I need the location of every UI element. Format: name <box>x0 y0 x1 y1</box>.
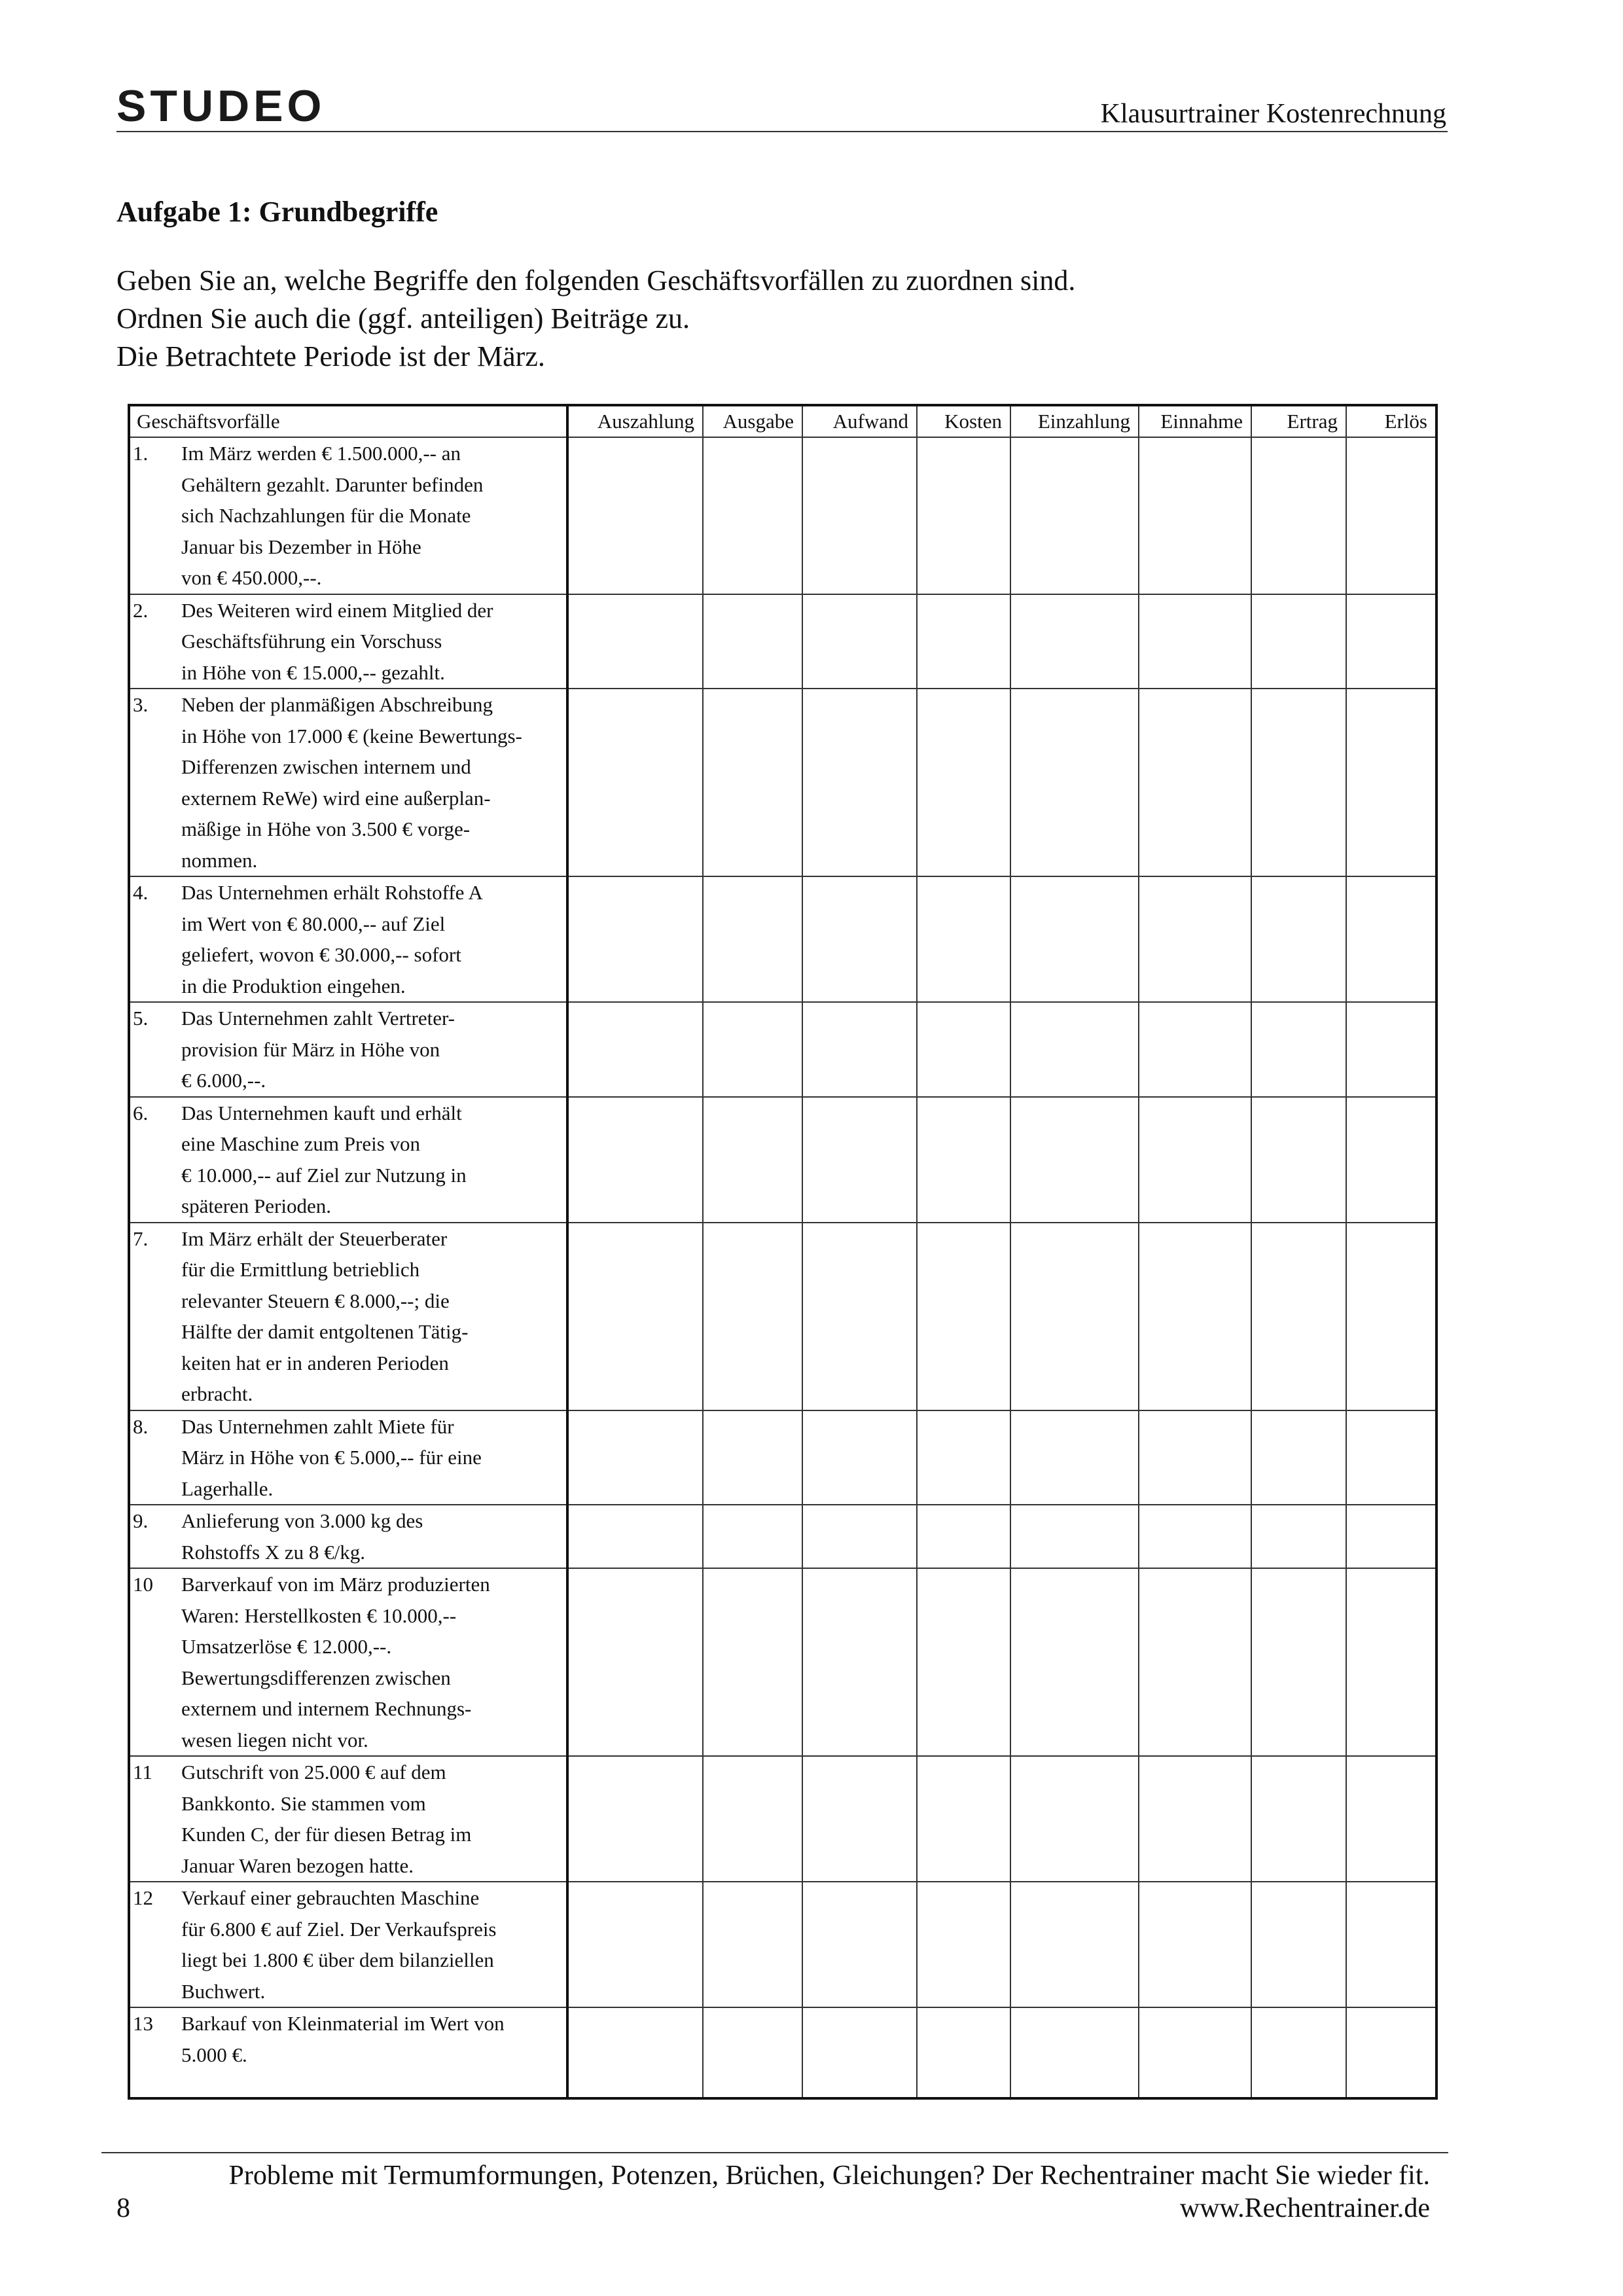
answer-cell[interactable] <box>567 1756 703 1882</box>
column-header-geschaeftsvorfaelle: Geschäftsvorfälle <box>129 405 567 437</box>
table-row <box>129 1756 1436 1882</box>
transaction-number: 12 <box>133 1886 153 1909</box>
answer-cell[interactable] <box>1010 689 1139 876</box>
answer-cell[interactable] <box>802 1505 917 1568</box>
answer-cell[interactable] <box>917 594 1010 689</box>
answer-cell[interactable] <box>802 1756 917 1882</box>
answer-cell[interactable] <box>917 1568 1010 1756</box>
transaction-text-line: von € 450.000,--. <box>181 566 322 589</box>
answer-cell[interactable] <box>567 1410 703 1505</box>
answer-cell[interactable] <box>1346 1882 1436 2007</box>
table-row <box>129 1002 1436 1097</box>
transaction-text-line: Geschäftsführung ein Vorschuss <box>181 630 442 653</box>
transaction-text-line: Das Unternehmen erhält Rohstoffe A <box>181 881 483 904</box>
transaction-text-line: Im März werden € 1.500.000,-- an <box>181 442 461 465</box>
answer-cell[interactable] <box>917 1882 1010 2007</box>
answer-cell[interactable] <box>703 1568 802 1756</box>
column-header-auszahlung: Auszahlung <box>567 405 703 437</box>
answer-cell[interactable] <box>917 2007 1010 2098</box>
transaction-description-cell <box>129 1097 567 1223</box>
transaction-number: 7. <box>133 1227 149 1250</box>
answer-cell[interactable] <box>1010 1097 1139 1223</box>
answer-cell[interactable] <box>802 876 917 1002</box>
answer-cell[interactable] <box>1346 1097 1436 1223</box>
answer-cell[interactable] <box>1346 1002 1436 1097</box>
answer-cell[interactable] <box>1251 1002 1346 1097</box>
answer-cell[interactable] <box>1139 1223 1251 1410</box>
column-header-kosten: Kosten <box>917 405 1010 437</box>
studeo-logo <box>116 81 326 131</box>
column-header-ertrag: Ertrag <box>1251 405 1346 437</box>
answer-cell[interactable] <box>917 1002 1010 1097</box>
transaction-description-cell <box>129 594 567 689</box>
answer-cell[interactable] <box>567 1882 703 2007</box>
answer-cell[interactable] <box>1010 876 1139 1002</box>
answer-cell[interactable] <box>1010 437 1139 594</box>
transaction-text-line: Bankkonto. Sie stammen vom <box>181 1791 426 1815</box>
answer-cell[interactable] <box>567 876 703 1002</box>
answer-cell[interactable] <box>802 1223 917 1410</box>
transaction-text-line: Das Unternehmen zahlt Vertreter- <box>181 1007 455 1030</box>
answer-cell[interactable] <box>703 1223 802 1410</box>
business-transactions-table <box>128 404 1438 2100</box>
table-row <box>129 876 1436 1002</box>
transaction-text-line: Bewertungsdifferenzen zwischen <box>181 1666 451 1689</box>
table-body <box>129 437 1436 2098</box>
transaction-number: 1. <box>133 442 149 465</box>
transaction-text-line: Gehältern gezahlt. Darunter befinden <box>181 473 484 496</box>
answer-cell[interactable] <box>703 2007 802 2098</box>
answer-cell[interactable] <box>1139 1568 1251 1756</box>
answer-cell[interactable] <box>802 2007 917 2098</box>
transaction-text-line: Gutschrift von 25.000 € auf dem <box>181 1761 446 1784</box>
transaction-description-cell <box>129 1756 567 1882</box>
task-title: Aufgabe 1: Grundbegriffe <box>116 196 438 228</box>
transaction-text-line: Anlieferung von 3.000 kg des <box>181 1509 423 1532</box>
answer-cell[interactable] <box>917 689 1010 876</box>
answer-cell[interactable] <box>1346 1756 1436 1882</box>
answer-cell[interactable] <box>1139 2007 1251 2098</box>
answer-cell[interactable] <box>567 1097 703 1223</box>
answer-cell[interactable] <box>567 689 703 876</box>
transaction-text-line: Rohstoffs X zu 8 €/kg. <box>181 1540 366 1564</box>
answer-cell[interactable] <box>1139 689 1251 876</box>
answer-cell[interactable] <box>1251 689 1346 876</box>
instruction-line: Ordnen Sie auch die (ggf. anteiligen) Beiträge zu. <box>116 302 690 334</box>
answer-cell[interactable] <box>917 1505 1010 1568</box>
answer-cell[interactable] <box>802 1568 917 1756</box>
table-row <box>129 1505 1436 1568</box>
answer-cell[interactable] <box>703 1002 802 1097</box>
transaction-text-line: erbracht. <box>181 1382 253 1405</box>
column-header-einnahme: Einnahme <box>1139 405 1251 437</box>
answer-cell[interactable] <box>1251 1097 1346 1223</box>
answer-cell[interactable] <box>703 1882 802 2007</box>
answer-cell[interactable] <box>1139 1097 1251 1223</box>
transaction-number: 10 <box>133 1573 153 1596</box>
transaction-text-line: Januar bis Dezember in Höhe <box>181 535 421 558</box>
transaction-text-line: Differenzen zwischen internem und <box>181 755 471 778</box>
column-header-ausgabe: Ausgabe <box>703 405 802 437</box>
answer-cell[interactable] <box>567 1223 703 1410</box>
transaction-text-line: mäßige in Höhe von 3.500 € vorge- <box>181 817 471 840</box>
answer-cell[interactable] <box>1251 594 1346 689</box>
footer-promo-text: Probleme mit Termumformungen, Potenzen, Brüchen, Gleichungen? Der Rechentrainer macht Sie wieder fit. <box>228 2161 1430 2191</box>
transaction-text-line: € 10.000,-- auf Ziel zur Nutzung in <box>181 1163 467 1187</box>
answer-cell[interactable] <box>1139 437 1251 594</box>
answer-cell[interactable] <box>567 594 703 689</box>
column-header-erloes: Erlös <box>1346 405 1436 437</box>
transaction-number: 6. <box>133 1101 149 1124</box>
answer-cell[interactable] <box>703 594 802 689</box>
column-header-einzahlung: Einzahlung <box>1010 405 1139 437</box>
transaction-text-line: Umsatzerlöse € 12.000,--. <box>181 1635 392 1658</box>
transaction-text-line: Barkauf von Kleinmaterial im Wert von <box>181 2012 505 2035</box>
transaction-text-line: externem ReWe) wird eine außerplan- <box>181 786 491 810</box>
answer-cell[interactable] <box>802 689 917 876</box>
transaction-text-line: für die Ermittlung betrieblich <box>181 1258 420 1281</box>
transaction-text-line: Neben der planmäßigen Abschreibung <box>181 693 493 716</box>
answer-cell[interactable] <box>1251 1223 1346 1410</box>
answer-cell[interactable] <box>917 1223 1010 1410</box>
transaction-text-line: eine Maschine zum Preis von <box>181 1132 421 1155</box>
table-row <box>129 1223 1436 1410</box>
transaction-text-line: Waren: Herstellkosten € 10.000,-- <box>181 1604 457 1627</box>
table-row <box>129 1568 1436 1756</box>
transaction-description-cell <box>129 1002 567 1097</box>
answer-cell[interactable] <box>917 876 1010 1002</box>
transaction-number: 3. <box>133 693 149 716</box>
answer-cell[interactable] <box>1139 594 1251 689</box>
answer-cell[interactable] <box>1010 1223 1139 1410</box>
answer-cell[interactable] <box>1010 1410 1139 1505</box>
answer-cell[interactable] <box>1010 2007 1139 2098</box>
answer-cell[interactable] <box>567 2007 703 2098</box>
transaction-text-line: geliefert, wovon € 30.000,-- sofort <box>181 943 461 966</box>
answer-cell[interactable] <box>567 1002 703 1097</box>
transaction-number: 4. <box>133 881 149 904</box>
transaction-text-line: liegt bei 1.800 € über dem bilanziellen <box>181 1948 494 1971</box>
transaction-text-line: € 6.000,--. <box>181 1069 266 1092</box>
answer-cell[interactable] <box>1010 1882 1139 2007</box>
instruction-line: Die Betrachtete Periode ist der März. <box>116 340 545 372</box>
table-row <box>129 2007 1436 2098</box>
transaction-description-cell <box>129 437 567 594</box>
transaction-text-line: nommen. <box>181 848 258 872</box>
transaction-description-cell <box>129 1223 567 1410</box>
transaction-text-line: Hälfte der damit entgoltenen Tätig- <box>181 1320 469 1343</box>
transaction-text-line: Verkauf einer gebrauchten Maschine <box>181 1886 480 1909</box>
table-row <box>129 437 1436 594</box>
answer-cell[interactable] <box>1251 1882 1346 2007</box>
transaction-text-line: sich Nachzahlungen für die Monate <box>181 504 471 527</box>
answer-cell[interactable] <box>1346 1410 1436 1505</box>
answer-cell[interactable] <box>1139 1410 1251 1505</box>
answer-cell[interactable] <box>802 594 917 689</box>
answer-cell[interactable] <box>1346 1568 1436 1756</box>
answer-cell[interactable] <box>802 1097 917 1223</box>
transaction-text-line: Barverkauf von im März produzierten <box>181 1573 490 1596</box>
answer-cell[interactable] <box>703 1410 802 1505</box>
transaction-text-line: Das Unternehmen zahlt Miete für <box>181 1414 454 1438</box>
answer-cell[interactable] <box>1010 594 1139 689</box>
answer-cell[interactable] <box>1010 1756 1139 1882</box>
answer-cell[interactable] <box>917 1756 1010 1882</box>
transaction-number: 11 <box>133 1761 152 1784</box>
answer-cell[interactable] <box>1251 2007 1346 2098</box>
transaction-description-cell <box>129 1505 567 1568</box>
transaction-number: 9. <box>133 1509 149 1532</box>
answer-cell[interactable] <box>917 1097 1010 1223</box>
transaction-text-line: Kunden C, der für diesen Betrag im <box>181 1823 472 1846</box>
answer-cell[interactable] <box>1251 1505 1346 1568</box>
answer-cell[interactable] <box>1251 437 1346 594</box>
transaction-text-line: März in Höhe von € 5.000,-- für eine <box>181 1446 482 1469</box>
footer-link[interactable]: www.Rechentrainer.de <box>1179 2193 1430 2223</box>
transaction-text-line: keiten hat er in anderen Perioden <box>181 1351 449 1374</box>
page-number: 8 <box>116 2193 130 2223</box>
transaction-text-line: Das Unternehmen kauft und erhält <box>181 1101 462 1124</box>
transaction-description-cell <box>129 1410 567 1505</box>
task-instructions <box>116 262 1075 376</box>
transaction-text-line: Des Weiteren wird einem Mitglied der <box>181 598 493 622</box>
transaction-text-line: Lagerhalle. <box>181 1477 274 1500</box>
transaction-description-cell <box>129 689 567 876</box>
transaction-number: 8. <box>133 1414 149 1438</box>
answer-cell[interactable] <box>802 1002 917 1097</box>
transaction-text-line: für 6.800 € auf Ziel. Der Verkaufspreis <box>181 1917 497 1941</box>
answer-cell[interactable] <box>1251 1410 1346 1505</box>
answer-cell[interactable] <box>1346 876 1436 1002</box>
header-title: Klausurtrainer Kostenrechnung <box>1100 99 1446 129</box>
table-row <box>129 1097 1436 1223</box>
transaction-number: 2. <box>133 598 149 622</box>
answer-cell[interactable] <box>703 876 802 1002</box>
transaction-text-line: externem und internem Rechnungs- <box>181 1697 472 1720</box>
table-row <box>129 1410 1436 1505</box>
answer-cell[interactable] <box>1139 876 1251 1002</box>
transaction-description-cell <box>129 876 567 1002</box>
transaction-text-line: im Wert von € 80.000,-- auf Ziel <box>181 912 446 935</box>
transaction-text-line: Januar Waren bezogen hatte. <box>181 1854 414 1877</box>
answer-cell[interactable] <box>1346 689 1436 876</box>
answer-cell[interactable] <box>1010 1505 1139 1568</box>
answer-cell[interactable] <box>917 437 1010 594</box>
transaction-text-line: in Höhe von € 15.000,-- gezahlt. <box>181 660 445 684</box>
answer-cell[interactable] <box>802 1882 917 2007</box>
transaction-text-line: Im März erhält der Steuerberater <box>181 1227 448 1250</box>
answer-cell[interactable] <box>802 1410 917 1505</box>
transaction-text-line: provision für März in Höhe von <box>181 1037 440 1061</box>
transaction-description-cell <box>129 2007 567 2098</box>
table-row <box>129 1882 1436 2007</box>
answer-cell[interactable] <box>1346 437 1436 594</box>
transaction-description-cell <box>129 1568 567 1756</box>
answer-cell[interactable] <box>802 437 917 594</box>
logo-text: STUDEO <box>116 81 326 131</box>
answer-cell[interactable] <box>567 1505 703 1568</box>
transaction-text-line: relevanter Steuern € 8.000,--; die <box>181 1289 450 1312</box>
transaction-text-line: in die Produktion eingehen. <box>181 974 406 997</box>
answer-cell[interactable] <box>703 437 802 594</box>
transaction-description-cell <box>129 1882 567 2007</box>
answer-cell[interactable] <box>917 1410 1010 1505</box>
transaction-text-line: in Höhe von 17.000 € (keine Bewertungs- <box>181 724 522 747</box>
answer-cell[interactable] <box>1139 1882 1251 2007</box>
answer-cell[interactable] <box>1346 2007 1436 2098</box>
table-row <box>129 689 1436 876</box>
footer-rule <box>101 2152 1448 2153</box>
answer-cell[interactable] <box>703 1505 802 1568</box>
answer-cell[interactable] <box>1139 1505 1251 1568</box>
answer-cell[interactable] <box>1139 1756 1251 1882</box>
answer-cell[interactable] <box>1346 594 1436 689</box>
answer-cell[interactable] <box>1251 1756 1346 1882</box>
answer-cell[interactable] <box>1139 1002 1251 1097</box>
answer-cell[interactable] <box>703 1097 802 1223</box>
transaction-text-line: wesen liegen nicht vor. <box>181 1728 368 1751</box>
answer-cell[interactable] <box>1010 1568 1139 1756</box>
column-header-aufwand: Aufwand <box>802 405 917 437</box>
answer-cell[interactable] <box>1010 1002 1139 1097</box>
answer-cell[interactable] <box>703 689 802 876</box>
answer-cell[interactable] <box>1346 1223 1436 1410</box>
answer-cell[interactable] <box>1251 876 1346 1002</box>
transaction-text-line: Buchwert. <box>181 1979 266 2003</box>
transaction-text-line: späteren Perioden. <box>181 1194 331 1217</box>
answer-cell[interactable] <box>567 1568 703 1756</box>
table-row <box>129 594 1436 689</box>
answer-cell[interactable] <box>1346 1505 1436 1568</box>
answer-cell[interactable] <box>567 437 703 594</box>
instruction-line: Geben Sie an, welche Begriffe den folgenden Geschäftsvorfällen zu zuordnen sind. <box>116 264 1076 296</box>
answer-cell[interactable] <box>1251 1568 1346 1756</box>
transaction-number: 13 <box>133 2012 153 2035</box>
header-rule <box>116 131 1448 132</box>
transaction-number: 5. <box>133 1007 149 1030</box>
table-header-row <box>129 405 1436 437</box>
answer-cell[interactable] <box>703 1756 802 1882</box>
transaction-text-line: 5.000 €. <box>181 2043 247 2066</box>
